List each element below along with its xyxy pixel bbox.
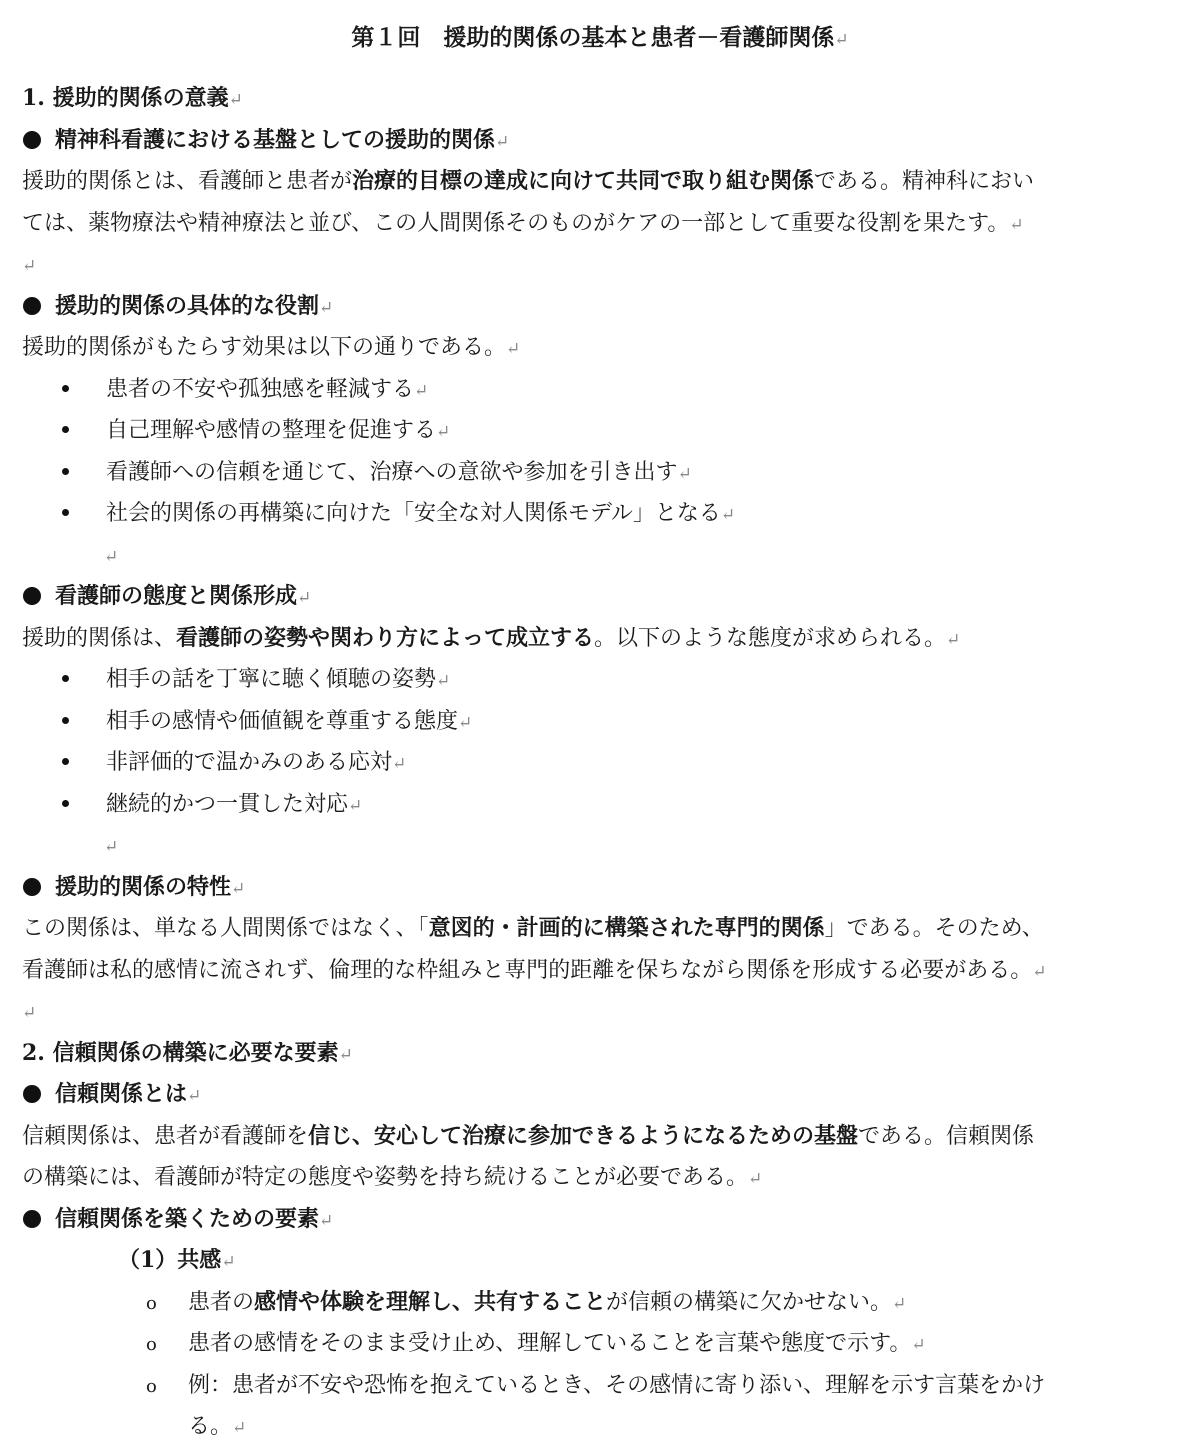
bullet-heading-roles: 援助的関係の具体的な役割↵: [22, 286, 1178, 328]
list-item: 非評価的で温かみのある応対↵: [22, 742, 1178, 784]
page-title: 第１回 援助的関係の基本と患者－看護師関係↵: [351, 24, 849, 51]
subheading-empathy: （1）共感↵: [118, 1247, 236, 1273]
list-item: 患者の不安や孤独感を軽減する↵: [22, 369, 1178, 411]
list-item: 相手の話を丁寧に聴く傾聴の姿勢↵: [22, 659, 1178, 701]
paragraph-line: 信頼関係は、患者が看護師を信じ、安心して治療に参加できるようになるための基盤である。信頼関係: [22, 1122, 1035, 1149]
bullet-heading-attitude: 看護師の態度と関係形成↵: [22, 576, 1178, 618]
filled-bullet-icon: [23, 297, 41, 315]
bullet-icon: [62, 410, 106, 452]
hollow-bullet-icon: o: [146, 1375, 157, 1397]
filled-bullet-icon: [23, 1085, 41, 1103]
list-item: 社会的関係の再構築に向けた「安全な対人関係モデル」となる↵: [22, 493, 1178, 535]
paragraph-line: 援助的関係は、看護師の姿勢や関わり方によって成立する。以下のような態度が求められる。↵: [22, 624, 961, 651]
hollow-bullet-icon: o: [146, 1334, 157, 1355]
list-item: 相手の感情や価値観を尊重する態度↵: [22, 701, 1178, 743]
paragraph-line: 援助的関係がもたらす効果は以下の通りである。↵: [22, 335, 521, 360]
list-item: o 患者の感情をそのまま受け止め、理解していることを言葉や態度で示す。↵: [22, 1323, 1178, 1365]
empty-paragraph: ↵: [104, 837, 119, 857]
bullet-heading-characteristics: 援助的関係の特性↵: [22, 867, 1178, 909]
paragraph-line: 援助的関係とは、看護師と患者が治療的目標の達成に向けて共同で取り組む関係である。精神科におい: [22, 168, 1035, 194]
empty-paragraph: ↵: [22, 1003, 37, 1023]
bullet-icon: [62, 493, 106, 535]
filled-bullet-icon: [23, 587, 41, 605]
filled-bullet-icon: [23, 1210, 41, 1228]
section-1-heading: 1. 援助的関係の意義↵: [22, 85, 243, 111]
bullet-heading-trust: 信頼関係とは↵: [22, 1074, 1178, 1116]
bullet-icon: [62, 701, 106, 743]
list-item: 看護師への信頼を通じて、治療への意欲や参加を引き出す↵: [22, 452, 1178, 494]
paragraph-line: この関係は、単なる人間関係ではなく、「意図的・計画的に構築された専門的関係」である。そのため、: [22, 915, 1044, 941]
list-item: 継続的かつ一貫した対応↵: [22, 784, 1178, 826]
paragraph-line: の構築には、看護師が特定の態度や姿勢を持ち続けることが必要である。↵: [22, 1165, 763, 1190]
bullet-icon: [62, 452, 106, 494]
bullet-icon: [62, 369, 106, 411]
bullet-icon: [62, 784, 106, 826]
paragraph-line: ては、薬物療法や精神療法と並び、この人間関係そのものがケアの一部として重要な役割を果たす。↵: [22, 210, 1024, 236]
list-item-continuation: る。↵: [188, 1414, 247, 1439]
hollow-bullet-icon: o: [146, 1292, 157, 1314]
bullet-heading-trust-elements: 信頼関係を築くための要素↵: [22, 1199, 1178, 1241]
empty-paragraph: ↵: [104, 546, 119, 567]
list-item: o 患者の感情や体験を理解し、共有することが信頼の構築に欠かせない。↵: [22, 1282, 1178, 1324]
paragraph-line: 看護師は私的感情に流されず、倫理的な枠組みと専門的距離を保ちながら関係を形成する必要がある。↵: [22, 957, 1047, 983]
list-item: 自己理解や感情の整理を促進する↵: [22, 410, 1178, 452]
filled-bullet-icon: [23, 131, 41, 149]
filled-bullet-icon: [23, 878, 41, 896]
bullet-heading-foundation: 精神科看護における基盤としての援助的関係↵: [22, 120, 1178, 162]
bullet-icon: [62, 659, 106, 701]
list-item: o 例：患者が不安や恐怖を抱えているとき、その感情に寄り添い、理解を示す言葉をかけ: [22, 1365, 1178, 1407]
bullet-icon: [62, 742, 106, 784]
section-2-heading: 2. 信頼関係の構築に必要な要素↵: [22, 1039, 353, 1066]
empty-paragraph: ↵: [22, 256, 37, 276]
